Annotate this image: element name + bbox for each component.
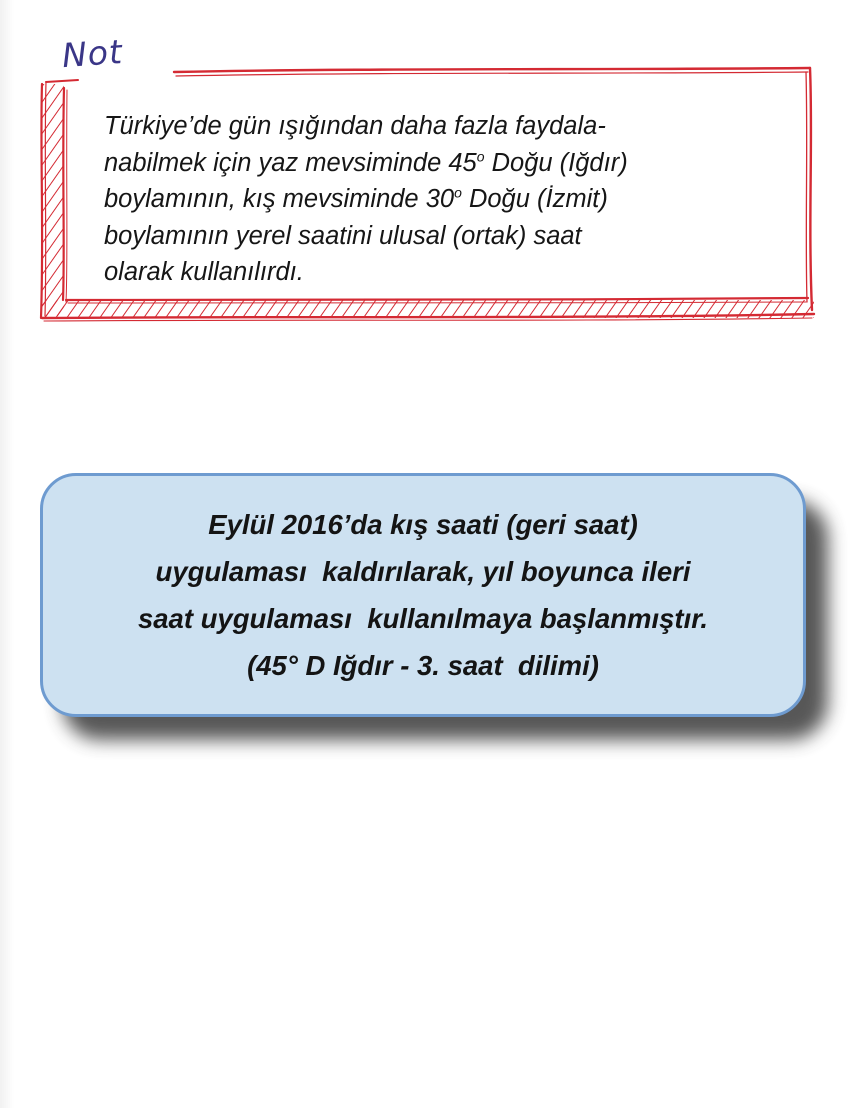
callout-line-2: uygulaması kaldırılarak, yıl boyunca ileri (155, 556, 691, 587)
degree-superscript: o (476, 148, 485, 164)
callout-line-1: Eylül 2016’da kış saati (geri saat) (208, 509, 638, 540)
note-line-2-start: nabilmek için yaz mevsiminde 45 (104, 148, 477, 177)
note-label: Not (57, 32, 128, 77)
callout-text (138, 501, 708, 689)
note-line-4: boylamının yerel saatini ulusal (ortak) saat (104, 221, 582, 250)
note-text (104, 108, 784, 291)
note-line-2-end: Doğu (Iğdır) (484, 148, 628, 177)
degree-superscript: o (454, 184, 462, 201)
info-callout (40, 473, 806, 717)
callout-line-3: saat uygulaması kullanılmaya başlanmıştır. (137, 603, 709, 634)
note-line-1: Türkiye’de gün ışığından daha fazla faydala- (104, 112, 606, 140)
note-line-3-end: Doğu (İzmit) (461, 185, 608, 213)
note-line-3-start: boylamının, kış mevsiminde 30 (104, 185, 455, 213)
page-edge-shadow (0, 0, 14, 1108)
callout-line-4: (45° D Iğdır - 3. saat dilimi) (247, 650, 599, 681)
note-line-5: olarak kullanılırdı. (104, 258, 304, 286)
